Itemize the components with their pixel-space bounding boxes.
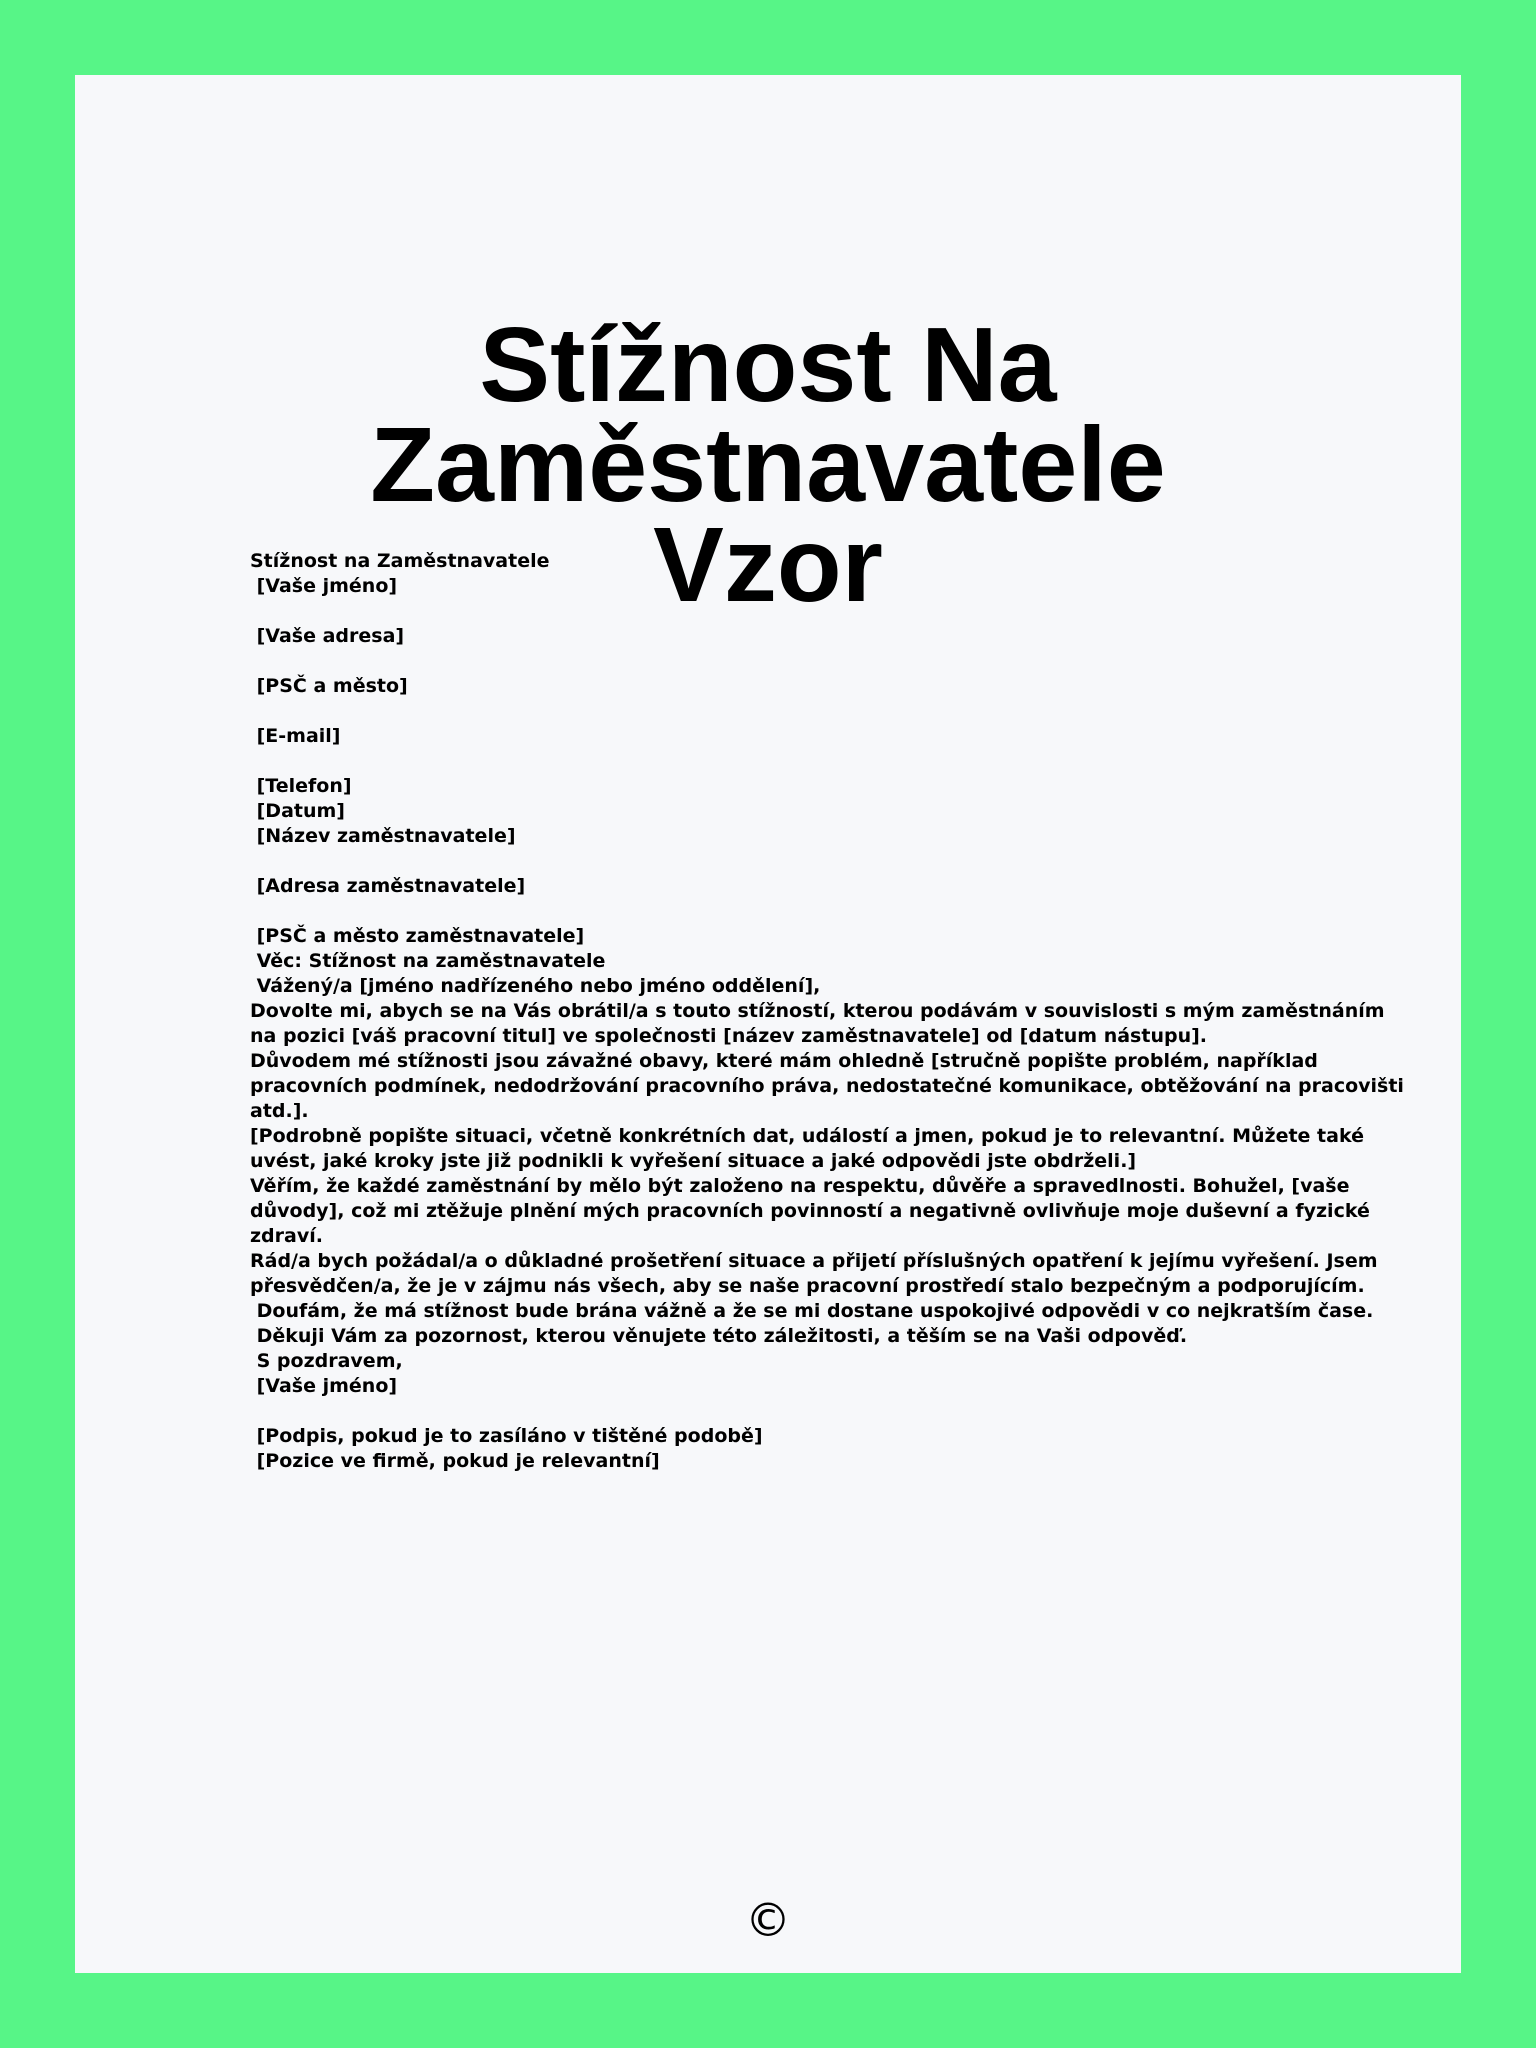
- letter-line: [250, 699, 1350, 724]
- letter-line: Dovolte mi, abych se na Vás obrátil/a s touto stížností, kterou podávám v souvislosti s mým zaměstnáním: [250, 1000, 1385, 1022]
- letter-line: [PSČ a město zaměstnavatele]: [250, 925, 585, 947]
- letter-line: [250, 649, 1350, 674]
- letter-line: [Podrobně popište situaci, včetně konkrétních dat, událostí a jmen, pokud je to relevantní. Můžete také: [250, 1125, 1364, 1147]
- letter-line: [PSČ a město]: [250, 675, 408, 697]
- letter-line: Důvodem mé stížnosti jsou závažné obavy, které mám ohledně [stručně popište problém, například: [250, 1050, 1318, 1072]
- letter-line: Doufám, že má stížnost bude brána vážně a že se mi dostane uspokojivé odpovědi v co nejkratším čase.: [250, 1300, 1374, 1322]
- letter-line: Děkuji Vám za pozornost, kterou věnujete této záležitosti, a těším se na Vaši odpověď.: [250, 1325, 1188, 1347]
- letter-line: [250, 899, 1350, 924]
- letter-line: Vážený/a [jméno nadřízeného nebo jméno oddělení],: [250, 975, 821, 997]
- letter-line: [250, 1399, 1350, 1424]
- letter-line: atd.].: [250, 1100, 309, 1122]
- letter-body: [250, 549, 1404, 1474]
- letter-line: [250, 599, 1350, 624]
- letter-line: pracovních podmínek, nedodržování pracovního práva, nedostatečné komunikace, obtěžování na pracovišti: [250, 1075, 1404, 1097]
- letter-line: [Telefon]: [250, 775, 352, 797]
- copyright-symbol: ©: [745, 1893, 791, 1947]
- letter-line: S pozdravem,: [250, 1350, 403, 1372]
- title-line-2: Vzor: [653, 506, 883, 624]
- letter-line: zdraví.: [250, 1225, 323, 1247]
- letter-line: [E-mail]: [250, 725, 341, 747]
- letter-line: [Název zaměstnavatele]: [250, 825, 516, 847]
- letter-line: důvody], což mi ztěžuje plnění mých pracovních povinností a negativně ovlivňuje moje duševní a fyzické: [250, 1200, 1370, 1222]
- letter-line: [Podpis, pokud je to zasíláno v tištěné podobě]: [250, 1425, 763, 1447]
- letter-line: [250, 849, 1350, 874]
- letter-line: na pozici [váš pracovní titul] ve společnosti [název zaměstnavatele] od [datum nástupu].: [250, 1025, 1208, 1047]
- letter-line: Rád/a bych požádal/a o důkladné prošetření situace a přijetí příslušných opatření k jejímu vyřešení. Jsem: [250, 1250, 1378, 1272]
- letter-line: [Pozice ve firmě, pokud je relevantní]: [250, 1450, 660, 1472]
- document-page: [75, 75, 1461, 1973]
- letter-line: uvést, jaké kroky jste již podnikli k vyřešení situace a jaké odpovědi jste obdrželi.]: [250, 1150, 1137, 1172]
- letter-line: [Adresa zaměstnavatele]: [250, 875, 526, 897]
- letter-line: [Vaše adresa]: [250, 625, 405, 647]
- letter-line: přesvědčen/a, že je v zájmu nás všech, aby se naše pracovní prostředí stalo bezpečným a podporujícím.: [250, 1275, 1365, 1297]
- letter-line: [250, 749, 1350, 774]
- letter-line: Věc: Stížnost na zaměstnavatele: [250, 950, 606, 972]
- letter-line: Stížnost na Zaměstnavatele: [250, 550, 550, 572]
- letter-line: [Vaše jméno]: [250, 575, 398, 597]
- letter-line: [Datum]: [250, 800, 345, 822]
- title-line-1: Stížnost Na Zaměstnavatele: [370, 306, 1166, 524]
- letter-line: Věřím, že každé zaměstnání by mělo být založeno na respektu, důvěře a spravedlnosti. Bohužel, [vaše: [250, 1175, 1350, 1197]
- letter-line: [Vaše jméno]: [250, 1375, 398, 1397]
